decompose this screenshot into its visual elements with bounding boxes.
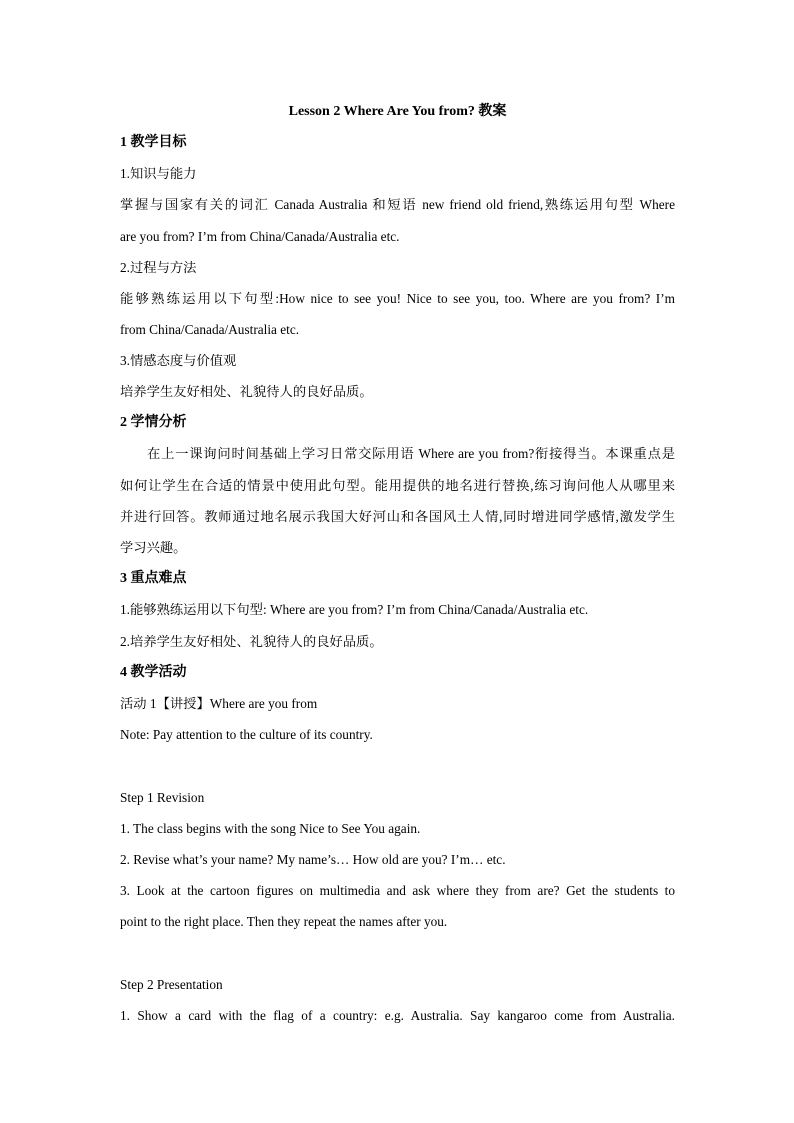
subheading-knowledge: 1.知识与能力 — [120, 166, 197, 181]
paragraph-line: 能够熟练运用以下句型:How nice to see you! Nice to see you, too. Where are you from? I’m — [120, 291, 675, 306]
step-heading-revision: Step 1 Revision — [120, 790, 205, 805]
list-item: 2. Revise what’s your name? My name’s… How old are you? I’m… etc. — [120, 852, 506, 867]
section-heading-objectives: 1 教学目标 — [120, 135, 187, 150]
paragraph-line: are you from? I’m from China/Canada/Australia etc. — [120, 229, 400, 244]
subheading-attitude: 3.情感态度与价值观 — [120, 353, 237, 368]
activity-label: 活动 1【讲授】Where are you from — [120, 696, 318, 711]
section-heading-keypoints: 3 重点难点 — [120, 571, 187, 586]
document-title: Lesson 2 Where Are You from? 教案 — [288, 104, 507, 119]
list-item: 1. The class begins with the song Nice to See You again. — [120, 821, 421, 836]
subheading-process: 2.过程与方法 — [120, 260, 197, 275]
paragraph-line: 掌握与国家有关的词汇 Canada Australia 和短语 new friend old friend,熟练运用句型 Where — [120, 197, 675, 212]
paragraph-line: from China/Canada/Australia etc. — [120, 322, 300, 337]
paragraph-line: 在上一课询问时间基础上学习日常交际用语 Where are you from?衔接得当。本课重点是 — [147, 446, 675, 461]
note-line: Note: Pay attention to the culture of its country. — [120, 727, 373, 742]
section-heading-activities: 4 教学活动 — [120, 665, 187, 680]
list-item: 2.培养学生友好相处、礼貌待人的良好品质。 — [120, 634, 383, 649]
list-item: 1. Show a card with the flag of a country: e.g. Australia. Say kangaroo come from Australia. — [120, 1008, 675, 1023]
list-item: 3. Look at the cartoon figures on multimedia and ask where they from are? Get the students to — [120, 883, 675, 898]
paragraph-line: 并进行回答。教师通过地名展示我国大好河山和各国风土人情,同时增进同学感情,激发学生 — [120, 509, 675, 524]
paragraph-line: 培养学生友好相处、礼貌待人的良好品质。 — [120, 384, 373, 399]
step-heading-presentation: Step 2 Presentation — [120, 977, 223, 992]
list-item: 1.能够熟练运用以下句型: Where are you from? I’m from China/Canada/Australia etc. — [120, 602, 589, 617]
paragraph-line: 学习兴趣。 — [120, 540, 187, 555]
paragraph-line: point to the right place. Then they repeat the names after you. — [120, 914, 448, 929]
section-heading-analysis: 2 学情分析 — [120, 415, 187, 430]
paragraph-line: 如何让学生在合适的情景中使用此句型。能用提供的地名进行替换,练习询问他人从哪里来 — [120, 478, 675, 493]
